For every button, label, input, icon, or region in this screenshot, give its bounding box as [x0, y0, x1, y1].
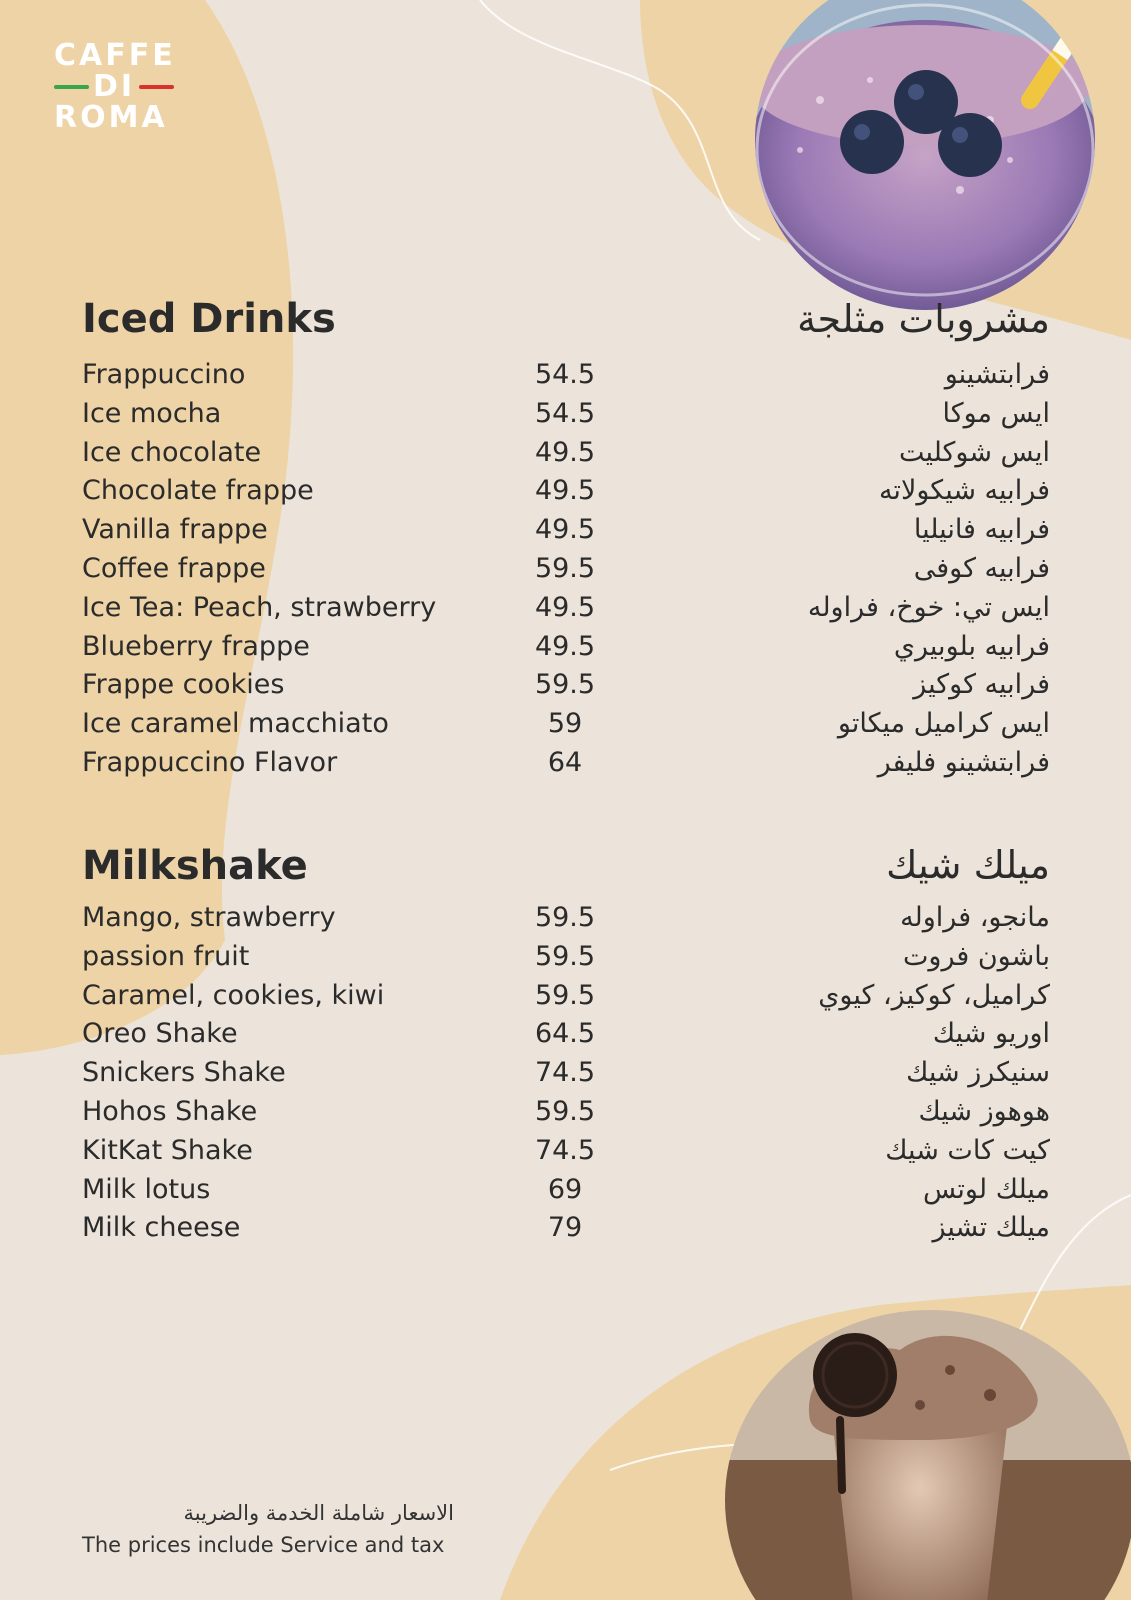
menu-item: [0, 705, 1131, 744]
menu-item-name-ar: مانجو، فراوله: [900, 902, 1050, 933]
menu-item-price: 74.5: [534, 1057, 596, 1089]
menu-item: [0, 1209, 1131, 1248]
menu-item-name-ar: ايس موكا: [942, 397, 1050, 429]
menu-item: [0, 899, 1131, 938]
menu-item-price: 54.5: [534, 359, 596, 390]
logo-text-line3: ROMA: [54, 100, 168, 135]
menu-item-name-ar: فرابيه كوفى: [913, 552, 1050, 584]
menu-item-name-en: Oreo Shake: [82, 1018, 238, 1050]
menu-item-name-en: KitKat Shake: [82, 1134, 253, 1166]
menu-item-name-ar: فرابيه فانيليا: [913, 514, 1050, 546]
menu-item-name-ar: فرابتشينو فليفر: [877, 746, 1050, 778]
menu-item: [0, 744, 1131, 783]
menu-item-name-en: Ice Tea: Peach, strawberry: [82, 591, 437, 623]
menu-item-name-ar: اوريو شيك: [932, 1018, 1050, 1050]
menu-item-name-ar: فرابيه بلوبيري: [893, 630, 1050, 662]
menu-item-name-en: Chocolate frappe: [82, 475, 314, 507]
menu-item-name-ar: فرابتشينو: [944, 359, 1050, 390]
menu-item-price: 54.5: [534, 397, 596, 429]
iced-drinks-title-en: Iced Drinks: [82, 296, 336, 342]
menu-item-name-ar: ايس شوكليت: [898, 436, 1050, 468]
price-note-en: The prices include Service and tax: [82, 1533, 445, 1557]
menu-item-price: 79: [547, 1212, 583, 1244]
menu-item-name-ar: ايس تي: خوخ، فراوله: [807, 591, 1050, 623]
price-note-ar: الاسعار شاملة الخدمة والضريبة: [183, 1501, 454, 1525]
menu-item: [0, 356, 1131, 395]
menu-item-name-en: Ice chocolate: [82, 436, 262, 468]
menu-item-name-en: Blueberry frappe: [82, 630, 310, 662]
menu-item-name-en: Ice mocha: [82, 397, 222, 429]
menu-item-name-ar: باشون فروت: [903, 940, 1050, 972]
menu-item-name-en: passion fruit: [82, 940, 250, 972]
iced-drinks-list: [0, 356, 1131, 783]
menu-item-name-en: Ice caramel macchiato: [82, 708, 389, 740]
menu-item-name-ar: كراميل، كوكيز، كيوي: [818, 979, 1050, 1011]
menu-item-price: 49.5: [534, 514, 596, 546]
menu-item-name-en: Caramel, cookies, kiwi: [82, 979, 385, 1011]
logo-text-line1: CAFFE: [54, 38, 176, 73]
menu-item: [0, 589, 1131, 628]
menu-item-name-en: Frappe cookies: [82, 669, 285, 701]
menu-item-name-ar: كيت كات شيك: [885, 1134, 1050, 1166]
menu-item: [0, 472, 1131, 511]
menu-item: [0, 1171, 1131, 1210]
menu-item-price: 49.5: [534, 436, 596, 468]
iced-drinks-title-ar: مشروبات مثلجة: [797, 297, 1050, 341]
logo-middle: [54, 69, 174, 104]
menu-item-name-ar: ايس كراميل ميكاتو: [837, 708, 1050, 740]
menu-item-price: 59: [547, 708, 583, 740]
menu-item-price: 59.5: [534, 1095, 596, 1127]
menu-item-name-en: Mango, strawberry: [82, 902, 336, 933]
menu-item: [0, 977, 1131, 1016]
menu-item: [0, 511, 1131, 550]
menu-item-name-en: Coffee frappe: [82, 552, 266, 584]
menu-item-name-en: Hohos Shake: [82, 1095, 258, 1127]
menu-item-price: 49.5: [534, 591, 596, 623]
menu-item-price: 59.5: [534, 552, 596, 584]
menu-item-price: 59.5: [534, 669, 596, 701]
brand-logo: [54, 40, 174, 134]
menu-item-name-en: Frappuccino Flavor: [82, 746, 338, 778]
price-note: [82, 1498, 462, 1562]
menu-item-name-en: Milk cheese: [82, 1212, 241, 1244]
menu-item: [0, 666, 1131, 705]
menu-item: [0, 434, 1131, 473]
menu-item-name-ar: فرابيه شيكولاته: [878, 475, 1050, 507]
menu-item-price: 49.5: [534, 475, 596, 507]
menu-item: [0, 1054, 1131, 1093]
menu-item-name-ar: سنيكرز شيك: [906, 1057, 1050, 1089]
menu-item: [0, 938, 1131, 977]
logo-text-line2: DI: [92, 69, 136, 104]
menu-item-name-en: Vanilla frappe: [82, 514, 268, 546]
menu-item-name-en: Frappuccino: [82, 359, 246, 390]
menu-item-price: 59.5: [534, 979, 596, 1011]
menu-item-name-ar: ميلك تشيز: [932, 1212, 1050, 1244]
menu-item: [0, 1015, 1131, 1054]
menu-item-name-ar: ميلك لوتس: [923, 1173, 1050, 1205]
menu-item: [0, 1132, 1131, 1171]
milkshake-title-en: Milkshake: [82, 843, 308, 889]
menu-item-price: 49.5: [534, 630, 596, 662]
logo-flag-red: [139, 85, 174, 89]
menu-item-price: 59.5: [534, 902, 596, 933]
logo-flag-green: [54, 85, 89, 89]
milkshake-list: [0, 899, 1131, 1248]
menu-item: [0, 628, 1131, 667]
menu-item: [0, 395, 1131, 434]
menu-item-name-ar: فرابيه كوكيز: [913, 669, 1050, 701]
menu-item-price: 64: [547, 746, 583, 778]
menu-item-name-en: Milk lotus: [82, 1173, 211, 1205]
menu-item: [0, 550, 1131, 589]
menu-item-name-ar: هوهوز شيك: [918, 1095, 1050, 1127]
menu-item-price: 74.5: [534, 1134, 596, 1166]
menu-item-price: 69: [547, 1173, 583, 1205]
menu-item: [0, 1093, 1131, 1132]
milkshake-title-ar: ميلك شيك: [886, 843, 1050, 887]
menu-item-price: 64.5: [534, 1018, 596, 1050]
menu-item-name-en: Snickers Shake: [82, 1057, 286, 1089]
menu-item-price: 59.5: [534, 940, 596, 972]
